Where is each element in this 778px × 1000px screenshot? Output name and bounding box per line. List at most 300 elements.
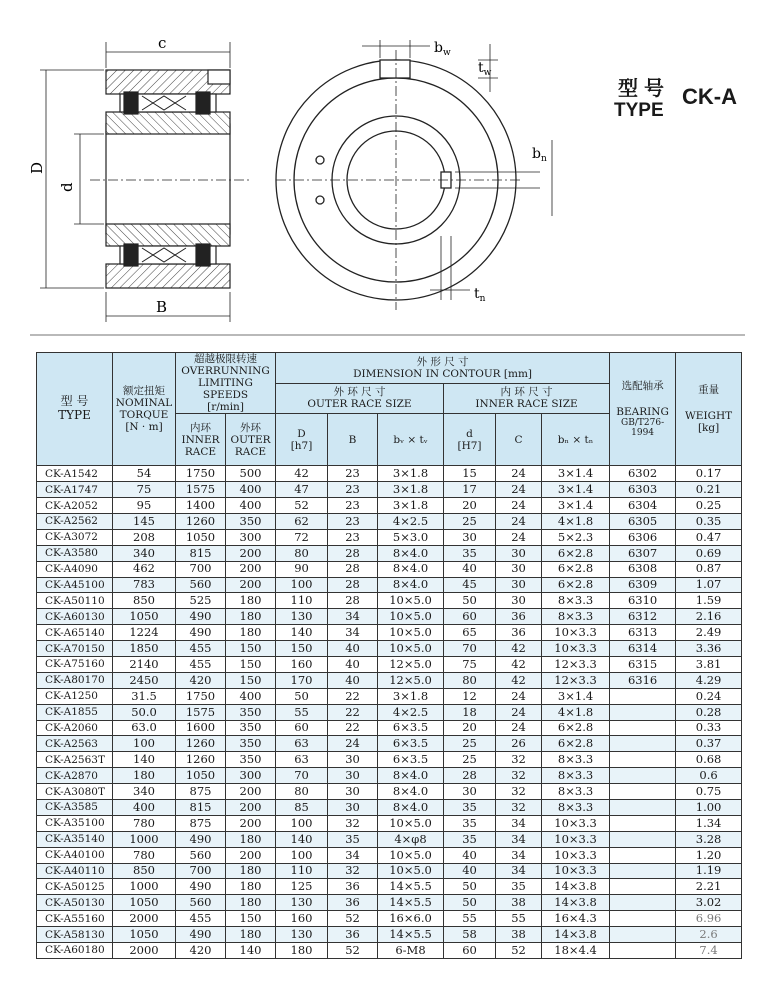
table-cell: CK-A1855 (37, 704, 113, 720)
table-cell: 52 (328, 943, 378, 959)
table-row (37, 720, 742, 736)
table-cell: 42 (496, 672, 542, 688)
table-cell: 5×3.0 (378, 529, 444, 545)
table-cell: CK-A35100 (37, 815, 113, 831)
table-cell: 8×4.0 (378, 561, 444, 577)
table-cell: 34 (328, 625, 378, 641)
table-cell: 100 (276, 577, 328, 593)
table-row (37, 625, 742, 641)
table-cell: 200 (226, 784, 276, 800)
table-cell: CK-A60130 (37, 609, 113, 625)
table-cell: 10×5.0 (378, 641, 444, 657)
table-cell (610, 863, 676, 879)
table-cell: CK-A50125 (37, 879, 113, 895)
table-cell: CK-A2052 (37, 498, 113, 514)
table-cell: 180 (113, 768, 176, 784)
table-cell: 80 (444, 672, 496, 688)
table-cell: 52 (276, 498, 328, 514)
table-cell: 40 (328, 672, 378, 688)
table-cell: 55 (276, 704, 328, 720)
dim-d-label: d (58, 182, 76, 192)
table-cell: 100 (276, 815, 328, 831)
table-row (37, 736, 742, 752)
header-B: B (328, 414, 378, 466)
table-cell: 0.17 (676, 466, 742, 482)
table-cell: 525 (176, 593, 226, 609)
table-cell: 4×φ8 (378, 831, 444, 847)
table-cell: 6314 (610, 641, 676, 657)
table-cell: 28 (328, 593, 378, 609)
table-cell: CK-A45100 (37, 577, 113, 593)
table-cell: 0.28 (676, 704, 742, 720)
table-cell: 35 (444, 831, 496, 847)
table-cell: CK-A3580 (37, 545, 113, 561)
table-cell: 55 (444, 911, 496, 927)
table-cell: 22 (328, 720, 378, 736)
table-cell: 42 (276, 466, 328, 482)
table-cell: 2.6 (676, 927, 742, 943)
table-cell: 18×4.4 (542, 943, 610, 959)
table-cell: 60 (444, 943, 496, 959)
table-cell: 0.69 (676, 545, 742, 561)
table-cell: 2140 (113, 657, 176, 673)
table-cell: 17 (444, 482, 496, 498)
table-cell: 10×5.0 (378, 625, 444, 641)
table-cell: 462 (113, 561, 176, 577)
table-cell: 16×4.3 (542, 911, 610, 927)
table-cell: 140 (113, 752, 176, 768)
table-cell: 35 (328, 831, 378, 847)
side-section-view (90, 70, 250, 288)
table-cell: 20 (444, 498, 496, 514)
table-cell: 6×2.8 (542, 545, 610, 561)
table-cell: 70 (276, 768, 328, 784)
table-cell: 180 (226, 593, 276, 609)
table-cell: CK-A40110 (37, 863, 113, 879)
table-cell: 8×4.0 (378, 577, 444, 593)
table-cell: 35 (444, 800, 496, 816)
table-cell: 783 (113, 577, 176, 593)
table-cell: 200 (226, 815, 276, 831)
table-cell: 6304 (610, 498, 676, 514)
table-cell: 54 (113, 466, 176, 482)
table-cell: 6308 (610, 561, 676, 577)
table-cell: 34 (496, 863, 542, 879)
spec-table (36, 352, 742, 959)
technical-drawing (0, 0, 778, 345)
table-cell: 22 (328, 704, 378, 720)
table-cell: 0.87 (676, 561, 742, 577)
table-cell: 0.47 (676, 529, 742, 545)
table-cell: 3.81 (676, 657, 742, 673)
table-row (37, 672, 742, 688)
table-cell: 490 (176, 609, 226, 625)
table-cell: 36 (328, 927, 378, 943)
table-cell: 3×1.4 (542, 466, 610, 482)
table-cell: 75 (444, 657, 496, 673)
table-cell: 34 (328, 847, 378, 863)
table-cell: CK-A80170 (37, 672, 113, 688)
table-cell (610, 800, 676, 816)
table-cell: CK-A1250 (37, 688, 113, 704)
table-cell: 140 (276, 625, 328, 641)
table-cell: 100 (113, 736, 176, 752)
table-cell: 32 (496, 800, 542, 816)
table-cell: 1.19 (676, 863, 742, 879)
table-cell (610, 815, 676, 831)
table-cell: 40 (444, 863, 496, 879)
table-cell: 0.33 (676, 720, 742, 736)
table-cell: CK-A50110 (37, 593, 113, 609)
header-d: d [H7] (444, 414, 496, 466)
table-cell: 31.5 (113, 688, 176, 704)
dim-D-label: D (28, 161, 46, 174)
table-cell: 350 (226, 513, 276, 529)
table-cell: 6312 (610, 609, 676, 625)
table-cell: 3×1.8 (378, 482, 444, 498)
table-cell: 2.16 (676, 609, 742, 625)
table-cell: 34 (496, 815, 542, 831)
table-cell: 180 (226, 895, 276, 911)
table-cell: 0.25 (676, 498, 742, 514)
table-cell: 52 (328, 911, 378, 927)
table-cell: 23 (328, 466, 378, 482)
table-cell: 0.35 (676, 513, 742, 529)
table-cell: 55 (496, 911, 542, 927)
table-cell: 7.4 (676, 943, 742, 959)
table-row (37, 657, 742, 673)
table-cell: 560 (176, 577, 226, 593)
table-cell: 12×3.3 (542, 657, 610, 673)
table-row (37, 927, 742, 943)
table-cell (610, 768, 676, 784)
header-torque: 额定扭矩 NOMINAL TORQUE [N · m] (113, 353, 176, 466)
table-cell: 6-M8 (378, 943, 444, 959)
table-cell: 26 (496, 736, 542, 752)
table-cell (610, 895, 676, 911)
table-cell: 8×4.0 (378, 784, 444, 800)
table-cell: 350 (226, 720, 276, 736)
table-cell: 170 (276, 672, 328, 688)
header-dimension: 外 形 尺 寸 DIMENSION IN CONTOUR [mm] (276, 353, 610, 384)
table-cell: 28 (444, 768, 496, 784)
table-cell: 180 (276, 943, 328, 959)
table-cell: 6315 (610, 657, 676, 673)
table-cell: 1.07 (676, 577, 742, 593)
table-cell: 6×2.8 (542, 577, 610, 593)
table-cell: 400 (226, 498, 276, 514)
table-cell: 8×3.3 (542, 784, 610, 800)
table-row (37, 466, 742, 482)
table-cell: CK-A65140 (37, 625, 113, 641)
table-cell: 12×3.3 (542, 672, 610, 688)
table-cell: 14×3.8 (542, 879, 610, 895)
table-cell: 38 (496, 927, 542, 943)
table-cell: 40 (328, 641, 378, 657)
table-cell: 10×3.3 (542, 815, 610, 831)
table-cell: 23 (328, 482, 378, 498)
table-cell: 18 (444, 704, 496, 720)
table-cell: 63 (276, 752, 328, 768)
table-cell: 6302 (610, 466, 676, 482)
table-row (37, 831, 742, 847)
table-cell: 1050 (176, 768, 226, 784)
table-cell: 47 (276, 482, 328, 498)
table-cell: 180 (226, 879, 276, 895)
front-view (276, 50, 520, 310)
table-cell: 1000 (113, 831, 176, 847)
table-cell: 3×1.4 (542, 688, 610, 704)
table-cell (610, 879, 676, 895)
table-cell: 400 (226, 482, 276, 498)
table-cell: 3×1.8 (378, 466, 444, 482)
table-cell: 14×5.5 (378, 895, 444, 911)
table-cell: CK-A3585 (37, 800, 113, 816)
table-cell: 4×2.5 (378, 513, 444, 529)
table-cell: 35 (444, 545, 496, 561)
table-cell: CK-A1747 (37, 482, 113, 498)
table-cell: 32 (496, 784, 542, 800)
type-title-en: TYPE (614, 100, 664, 121)
table-cell: 1600 (176, 720, 226, 736)
table-cell: 24 (496, 513, 542, 529)
table-cell: 34 (328, 609, 378, 625)
table-row (37, 704, 742, 720)
table-cell: 200 (226, 847, 276, 863)
table-cell: 72 (276, 529, 328, 545)
table-row (37, 498, 742, 514)
table-cell: 300 (226, 529, 276, 545)
table-cell: 24 (496, 498, 542, 514)
dim-tw-label: $t_w$ (478, 60, 492, 78)
table-cell: 145 (113, 513, 176, 529)
table-cell: 6×3.5 (378, 752, 444, 768)
table-cell: 40 (444, 561, 496, 577)
table-cell: 150 (226, 641, 276, 657)
table-cell: CK-A50130 (37, 895, 113, 911)
table-cell (610, 784, 676, 800)
table-cell: CK-A3080T (37, 784, 113, 800)
table-cell: 6.96 (676, 911, 742, 927)
table-cell: 30 (444, 784, 496, 800)
table-cell: 2.49 (676, 625, 742, 641)
table-cell: 10×5.0 (378, 815, 444, 831)
table-cell: 1750 (176, 466, 226, 482)
table-cell: 1850 (113, 641, 176, 657)
table-cell: 50.0 (113, 704, 176, 720)
table-cell: 30 (496, 577, 542, 593)
table-cell: 0.24 (676, 688, 742, 704)
table-cell: 14×3.8 (542, 927, 610, 943)
table-cell: 14×5.5 (378, 879, 444, 895)
table-cell: 6×3.5 (378, 736, 444, 752)
table-cell: 12×5.0 (378, 672, 444, 688)
table-cell: 200 (226, 800, 276, 816)
table-cell: 75 (113, 482, 176, 498)
type-title-cn: 型号 (618, 76, 670, 100)
table-cell: 35 (496, 879, 542, 895)
table-cell: 455 (176, 657, 226, 673)
table-cell: 3×1.8 (378, 498, 444, 514)
table-cell: 10×3.3 (542, 863, 610, 879)
table-cell: 32 (496, 752, 542, 768)
table-cell: 340 (113, 545, 176, 561)
table-cell: CK-A58130 (37, 927, 113, 943)
table-cell: 24 (496, 720, 542, 736)
table-cell: 28 (328, 577, 378, 593)
table-cell (610, 847, 676, 863)
table-cell: 3×1.8 (378, 688, 444, 704)
table-cell: 350 (226, 704, 276, 720)
table-cell: 3.28 (676, 831, 742, 847)
table-cell: CK-A35140 (37, 831, 113, 847)
table-cell: 150 (276, 641, 328, 657)
table-cell (610, 688, 676, 704)
table-cell (610, 704, 676, 720)
table-cell (610, 943, 676, 959)
table-row (37, 529, 742, 545)
table-cell: 1000 (113, 879, 176, 895)
table-cell: 60 (276, 720, 328, 736)
header-outer-race-speed: 外环 OUTER RACE (226, 414, 276, 466)
table-cell: 45 (444, 577, 496, 593)
table-cell: 10×3.3 (542, 625, 610, 641)
table-cell: 700 (176, 561, 226, 577)
table-cell: 208 (113, 529, 176, 545)
table-cell: 30 (328, 768, 378, 784)
table-cell: 23 (328, 513, 378, 529)
table-cell: 23 (328, 529, 378, 545)
type-model: CK-A (682, 84, 737, 109)
table-cell: 24 (496, 529, 542, 545)
dim-B-label: B (156, 298, 168, 316)
header-bntn: bₙ × tₙ (542, 414, 610, 466)
table-cell: 14×3.8 (542, 895, 610, 911)
table-cell: 200 (226, 561, 276, 577)
table-cell: 50 (444, 593, 496, 609)
table-cell: 6313 (610, 625, 676, 641)
table-cell: 15 (444, 466, 496, 482)
table-cell: 28 (328, 561, 378, 577)
table-cell: 8×4.0 (378, 545, 444, 561)
table-cell: 1.34 (676, 815, 742, 831)
table-cell: 815 (176, 545, 226, 561)
table-cell: 25 (444, 736, 496, 752)
table-cell: 150 (226, 672, 276, 688)
table-cell: 20 (444, 720, 496, 736)
table-cell: 34 (496, 831, 542, 847)
table-cell: 58 (444, 927, 496, 943)
table-cell: 60 (444, 609, 496, 625)
dim-bn-label: $b_n$ (532, 146, 547, 164)
table-cell: 875 (176, 815, 226, 831)
table-cell: 0.68 (676, 752, 742, 768)
table-cell: CK-A1542 (37, 466, 113, 482)
table-cell: 150 (226, 911, 276, 927)
table-cell (610, 911, 676, 927)
table-cell: CK-A3072 (37, 529, 113, 545)
table-row (37, 752, 742, 768)
table-cell: CK-A2563T (37, 752, 113, 768)
table-cell: 200 (226, 545, 276, 561)
table-cell: 42 (496, 657, 542, 673)
table-cell: 100 (276, 847, 328, 863)
table-cell: 1050 (113, 895, 176, 911)
table-cell: 1.59 (676, 593, 742, 609)
header-outer-race-size: 外 环 尺 寸 OUTER RACE SIZE (276, 383, 444, 414)
table-cell: 780 (113, 847, 176, 863)
header-speed: 超越极限转速 OVERRUNNING LIMITING SPEEDS [r/min] (176, 353, 276, 414)
type-title (610, 70, 770, 130)
table-cell: 8×4.0 (378, 800, 444, 816)
table-cell: 0.75 (676, 784, 742, 800)
table-cell: 4×1.8 (542, 704, 610, 720)
dim-tn-label: $t_n$ (474, 286, 486, 304)
table-cell: 180 (226, 831, 276, 847)
table-cell: 38 (496, 895, 542, 911)
table-cell: 340 (113, 784, 176, 800)
table-cell: 10×3.3 (542, 641, 610, 657)
table-cell: 180 (226, 863, 276, 879)
table-cell: 30 (328, 784, 378, 800)
table-cell: 490 (176, 625, 226, 641)
header-C: C (496, 414, 542, 466)
table-cell: 2000 (113, 943, 176, 959)
table-cell: 8×4.0 (378, 768, 444, 784)
table-cell: 63 (276, 736, 328, 752)
table-cell: 25 (444, 513, 496, 529)
table-cell: 24 (496, 704, 542, 720)
table-cell: 490 (176, 879, 226, 895)
table-cell: CK-A70150 (37, 641, 113, 657)
table-cell: 130 (276, 895, 328, 911)
table-cell: 815 (176, 800, 226, 816)
table-cell: 1260 (176, 513, 226, 529)
table-cell: 50 (276, 688, 328, 704)
table-cell: 4×1.8 (542, 513, 610, 529)
table-cell: 40 (444, 847, 496, 863)
table-cell: 90 (276, 561, 328, 577)
table-cell: 6303 (610, 482, 676, 498)
table-row (37, 561, 742, 577)
table-cell: 30 (328, 800, 378, 816)
table-cell: 70 (444, 641, 496, 657)
table-cell: CK-A2870 (37, 768, 113, 784)
table-cell: 34 (496, 847, 542, 863)
table-row (37, 545, 742, 561)
table-cell: CK-A75160 (37, 657, 113, 673)
table-cell: 455 (176, 641, 226, 657)
table-cell: CK-A2563 (37, 736, 113, 752)
table-cell: 6316 (610, 672, 676, 688)
table-cell: 24 (496, 466, 542, 482)
table-row (37, 593, 742, 609)
table-cell: 3.02 (676, 895, 742, 911)
table-cell: 500 (226, 466, 276, 482)
table-cell: 490 (176, 927, 226, 943)
table-row (37, 879, 742, 895)
table-cell: CK-A2562 (37, 513, 113, 529)
table-cell: 200 (226, 577, 276, 593)
table-cell: 180 (226, 625, 276, 641)
table-cell: 80 (276, 545, 328, 561)
table-cell: 24 (328, 736, 378, 752)
table-cell: 22 (328, 688, 378, 704)
table-cell: 350 (226, 752, 276, 768)
table-cell: CK-A60180 (37, 943, 113, 959)
table-cell: 80 (276, 784, 328, 800)
table-cell: 2.21 (676, 879, 742, 895)
